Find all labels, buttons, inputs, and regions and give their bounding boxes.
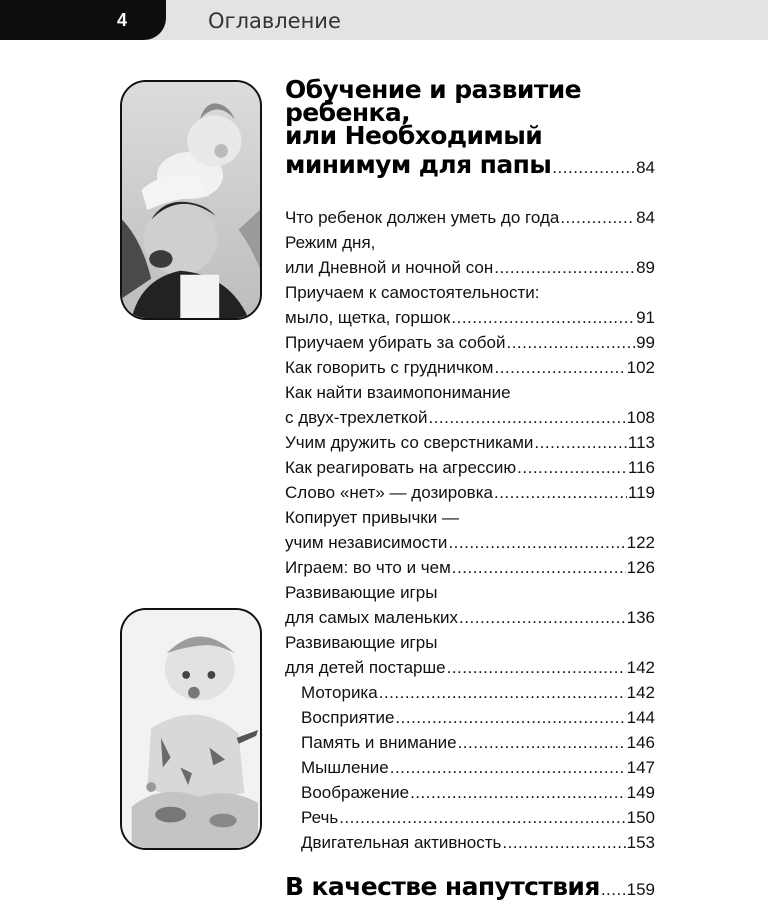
leader-dots xyxy=(339,805,625,830)
toc-subentry-page: 146 xyxy=(626,733,655,752)
leader-dots xyxy=(534,430,626,455)
toc-entry-text: Режим дня, xyxy=(285,233,376,252)
leader-dots xyxy=(502,830,625,855)
toc-subentry-text: Воображение xyxy=(301,783,410,802)
toc-entry-text: Как найти взаимопонимание xyxy=(285,383,511,402)
toc-entry[interactable] xyxy=(285,605,655,630)
toc-subentry-page: 153 xyxy=(626,833,655,852)
toc-entry[interactable] xyxy=(285,505,655,530)
toc-entry-page: 102 xyxy=(626,358,655,377)
toc-entry-text: Учим дружить со сверстниками xyxy=(285,433,534,452)
toc-entry[interactable] xyxy=(285,530,655,555)
toc-entry-page: 91 xyxy=(636,308,655,327)
leader-dots xyxy=(494,255,635,280)
toc-entry[interactable] xyxy=(285,305,655,330)
toc-subentry[interactable] xyxy=(301,680,655,705)
chapter-1-title-line: ребенка, xyxy=(285,98,411,127)
toc-entry[interactable] xyxy=(285,380,655,405)
toc-entry[interactable] xyxy=(285,405,655,430)
leader-dots xyxy=(560,205,635,230)
leader-dots xyxy=(452,555,626,580)
photo-father-child-image xyxy=(122,82,260,318)
toc-entry-page: 126 xyxy=(626,558,655,577)
leader-dots xyxy=(379,680,626,705)
chapter-1-title-line: минимум для папы xyxy=(285,150,552,179)
toc-entry-text: мыло, щетка, горшок xyxy=(285,308,451,327)
leader-dots xyxy=(494,480,627,505)
toc-entry-text: Как говорить с грудничком xyxy=(285,358,494,377)
toc-entry-text: Приучаем убирать за собой xyxy=(285,333,506,352)
toc-entry-text: Развивающие игры xyxy=(285,633,438,652)
toc-entry-text: Как реагировать на агрессию xyxy=(285,458,517,477)
photo-child-painting xyxy=(120,608,262,850)
toc-subentry-page: 149 xyxy=(626,783,655,802)
toc-subentry-text: Память и внимание xyxy=(301,733,457,752)
toc-entry[interactable] xyxy=(285,655,655,680)
toc-subentry-page: 147 xyxy=(626,758,655,777)
chapter-1-title-line: или Необходимый xyxy=(285,121,543,150)
leader-dots xyxy=(494,355,625,380)
toc-entry-page: 116 xyxy=(627,458,655,477)
toc-entry-text: Копирует привычки — xyxy=(285,508,459,527)
toc-subentry-text: Моторика xyxy=(301,683,378,702)
toc-subentry-text: Речь xyxy=(301,808,339,827)
toc-entry[interactable] xyxy=(285,205,655,230)
leader-dots xyxy=(459,605,626,630)
toc-subentry-page: 142 xyxy=(626,683,655,702)
toc-entry-page: 99 xyxy=(636,333,655,352)
section-title: Оглавление xyxy=(208,9,341,33)
leader-dots xyxy=(410,780,626,805)
toc-subentry[interactable] xyxy=(301,705,655,730)
leader-dots xyxy=(448,530,625,555)
toc-entry-text: для самых маленьких xyxy=(285,608,459,627)
toc-entry[interactable] xyxy=(285,330,655,355)
toc-entry-text: Приучаем к самостоятельности: xyxy=(285,283,540,302)
toc-subentry-page: 144 xyxy=(626,708,655,727)
toc-entry-text: или Дневной и ночной сон xyxy=(285,258,494,277)
toc-entry[interactable] xyxy=(285,280,655,305)
toc-entry-page: 122 xyxy=(626,533,655,552)
toc-entry-text: Играем: во что и чем xyxy=(285,558,451,577)
leader-dots xyxy=(390,755,626,780)
leader-dots xyxy=(552,158,635,178)
toc-entry[interactable] xyxy=(285,355,655,380)
toc-entry-page: 113 xyxy=(627,433,655,452)
leader-dots xyxy=(458,730,626,755)
toc-subentry[interactable] xyxy=(301,755,655,780)
chapter-2-row[interactable] xyxy=(285,872,655,902)
leader-dots xyxy=(451,305,635,330)
toc-subentry[interactable] xyxy=(301,830,655,855)
toc-entry-text: учим независимости xyxy=(285,533,448,552)
leader-dots xyxy=(601,880,626,900)
toc-entry-page: 142 xyxy=(626,658,655,677)
toc-entry[interactable] xyxy=(285,580,655,605)
page-number: 4 xyxy=(117,10,128,30)
chapter-2-page: 159 xyxy=(626,880,655,899)
toc-entry[interactable] xyxy=(285,555,655,580)
photo-child-painting-image xyxy=(122,610,260,848)
chapter-1-title xyxy=(285,75,655,150)
toc-entry-text: Развивающие игры xyxy=(285,583,438,602)
toc-entry[interactable] xyxy=(285,480,655,505)
leader-dots xyxy=(447,655,626,680)
toc-entry-page: 89 xyxy=(636,258,655,277)
toc-entry[interactable] xyxy=(285,255,655,280)
chapter-1-last-line[interactable] xyxy=(285,150,655,180)
toc-subentry[interactable] xyxy=(301,730,655,755)
photo-father-child xyxy=(120,80,262,320)
toc-entry-page: 108 xyxy=(626,408,655,427)
toc-entry-page: 119 xyxy=(627,483,655,502)
chapter-2-title: В качестве напутствия xyxy=(285,872,600,901)
toc-entry[interactable] xyxy=(285,630,655,655)
toc-subentry-text: Двигательная активность xyxy=(301,833,502,852)
toc-entry-text: для детей постарше xyxy=(285,658,446,677)
toc-entry-page: 136 xyxy=(626,608,655,627)
toc-entry[interactable] xyxy=(285,430,655,455)
toc-entry[interactable] xyxy=(285,455,655,480)
leader-dots xyxy=(428,405,625,430)
leader-dots xyxy=(506,330,635,355)
chapter-1-page: 84 xyxy=(636,158,655,177)
toc-entry-text: с двух-трехлеткой xyxy=(285,408,428,427)
toc-subentry-page: 150 xyxy=(626,808,655,827)
toc-entry-text: Слово «нет» — дозировка xyxy=(285,483,493,502)
toc-subentry-text: Восприятие xyxy=(301,708,395,727)
toc-entry-text: Что ребенок должен уметь до года xyxy=(285,208,560,227)
toc-entry[interactable] xyxy=(285,230,655,255)
toc-entry-page: 84 xyxy=(636,208,655,227)
toc-subentry[interactable] xyxy=(301,805,655,830)
toc-subentry-text: Мышление xyxy=(301,758,389,777)
leader-dots xyxy=(517,455,627,480)
chapter-1-title-line: Обучение и развитие xyxy=(285,75,581,104)
toc-subentry[interactable] xyxy=(301,780,655,805)
leader-dots xyxy=(395,705,625,730)
